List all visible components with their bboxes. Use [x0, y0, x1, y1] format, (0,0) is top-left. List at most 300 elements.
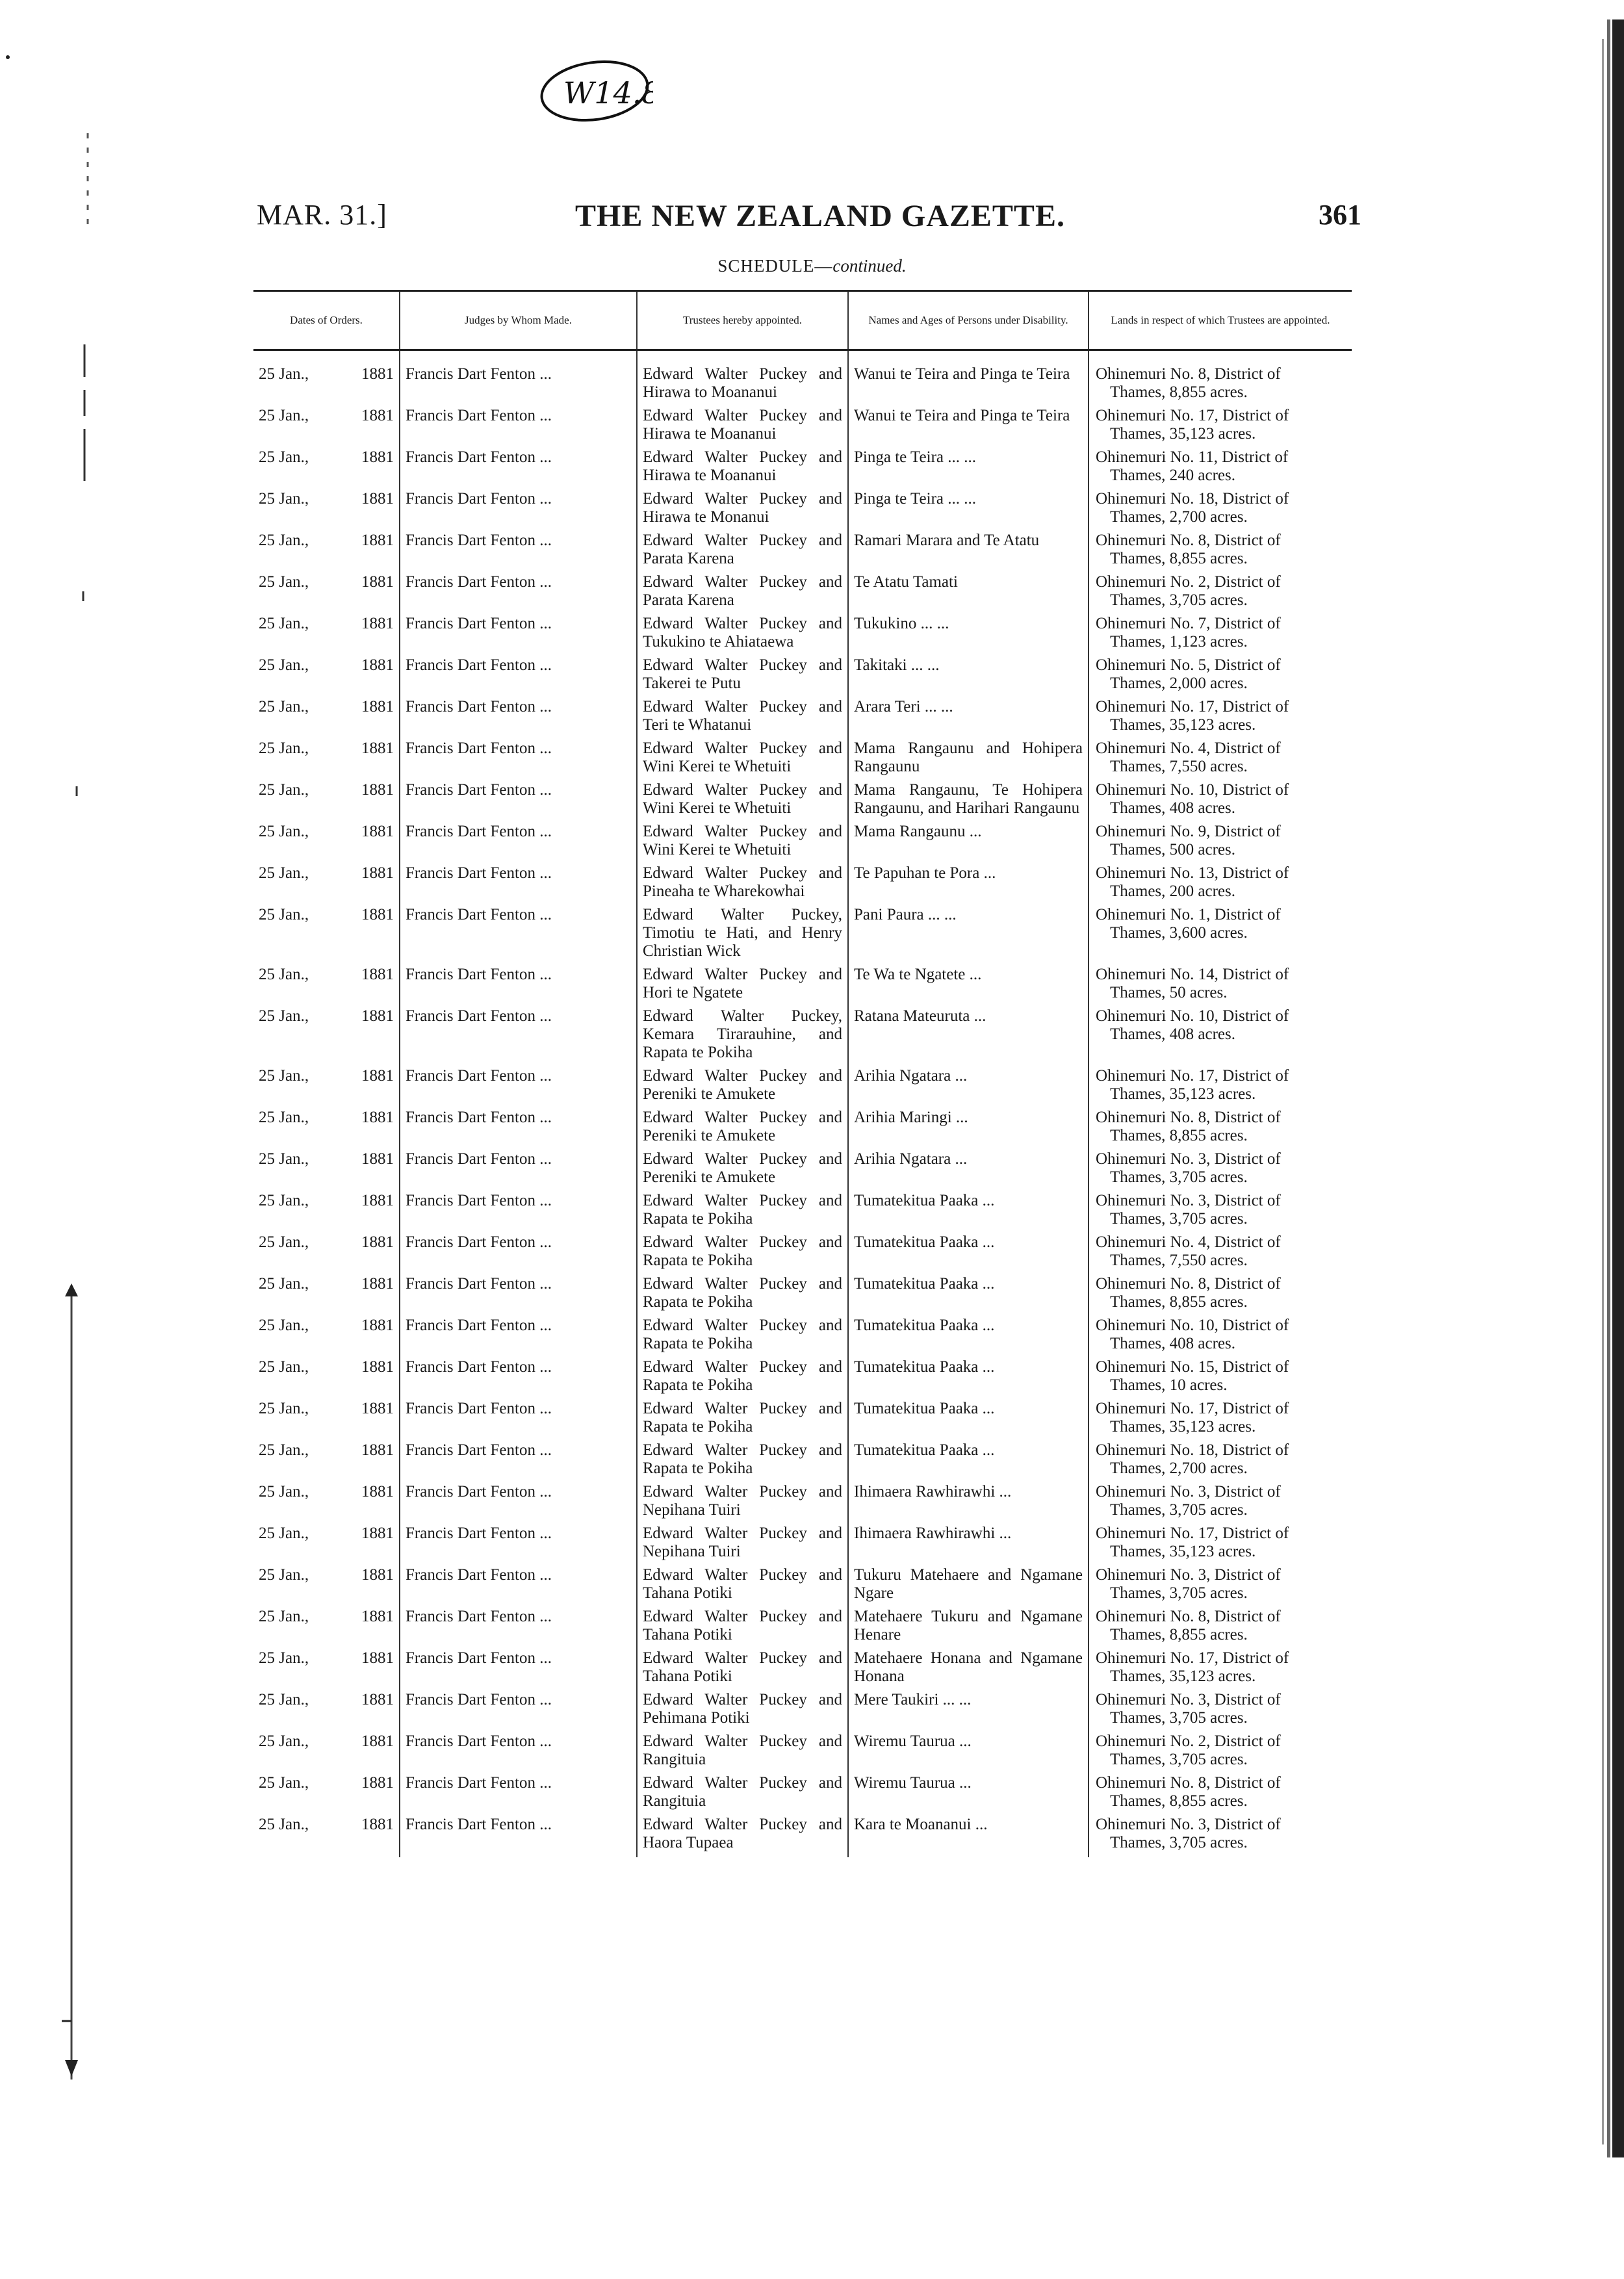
judge-name: Francis Dart Fenton ... — [400, 1109, 637, 1150]
land-block: Ohinemuri No. 10, District of — [1096, 781, 1289, 799]
land-block: Ohinemuri No. 3, District of — [1096, 1192, 1281, 1209]
col-trustees: Trustees hereby appointed. — [637, 291, 848, 350]
order-date — [253, 1732, 400, 1774]
order-year: 1881 — [361, 573, 394, 591]
order-date — [253, 864, 400, 906]
order-date — [253, 906, 400, 966]
land-area: Thames, 7,550 acres. — [1110, 758, 1248, 775]
order-year: 1881 — [361, 740, 394, 757]
order-date — [253, 1566, 400, 1608]
col-dates: Dates of Orders. — [253, 291, 400, 350]
persons-under-disability: Matehaere Tukuru and Ngamane Henare — [848, 1608, 1089, 1649]
table-row — [253, 350, 1352, 407]
order-date — [253, 698, 400, 740]
land-block: Ohinemuri No. 15, District of — [1096, 1358, 1289, 1376]
table-row — [253, 1816, 1352, 1857]
land-area: Thames, 35,123 acres. — [1110, 1667, 1256, 1685]
land-area: Thames, 3,705 acres. — [1110, 1834, 1248, 1851]
table-row — [253, 656, 1352, 698]
order-year: 1881 — [361, 823, 394, 840]
order-date — [253, 1483, 400, 1525]
persons-under-disability: Tumatekitua Paaka ... — [848, 1275, 1089, 1317]
order-date — [253, 823, 400, 864]
judge-name: Francis Dart Fenton ... — [400, 698, 637, 740]
trustees-appointed: Edward Walter Puckey and Rapata te Pokiha — [637, 1358, 848, 1400]
land-block: Ohinemuri No. 9, District of — [1096, 823, 1281, 840]
land-block: Ohinemuri No. 2, District of — [1096, 1732, 1281, 1750]
table-row — [253, 864, 1352, 906]
table-row — [253, 1067, 1352, 1109]
table-row — [253, 1525, 1352, 1566]
order-year: 1881 — [361, 1109, 394, 1126]
order-day-month: 25 Jan., — [259, 966, 309, 983]
table-row — [253, 1649, 1352, 1691]
trustees-appointed: Edward Walter Puckey and Parata Karena — [637, 573, 848, 615]
table-row — [253, 740, 1352, 781]
table-row — [253, 698, 1352, 740]
judge-name: Francis Dart Fenton ... — [400, 1150, 637, 1192]
trustees-appointed: Edward Walter Puckey and Nepihana Tuiri — [637, 1525, 848, 1566]
persons-under-disability: Pinga te Teira ... ... — [848, 490, 1089, 532]
order-year: 1881 — [361, 656, 394, 674]
table-row — [253, 532, 1352, 573]
land-area: Thames, 8,855 acres. — [1110, 550, 1248, 567]
order-year: 1881 — [361, 1275, 394, 1293]
judge-name: Francis Dart Fenton ... — [400, 1358, 637, 1400]
order-year: 1881 — [361, 532, 394, 549]
persons-under-disability: Mama Rangaunu and Hohipera Rangaunu — [848, 740, 1089, 781]
judge-name: Francis Dart Fenton ... — [400, 532, 637, 573]
persons-under-disability: Tumatekitua Paaka ... — [848, 1441, 1089, 1483]
land-description — [1089, 1649, 1352, 1691]
trustees-appointed: Edward Walter Puckey and Pereniki te Amukete — [637, 1067, 848, 1109]
table-row — [253, 1566, 1352, 1608]
land-area: Thames, 35,123 acres. — [1110, 716, 1256, 734]
table-row — [253, 407, 1352, 448]
trustees-appointed: Edward Walter Puckey and Hirawa to Moananui — [637, 350, 848, 407]
order-day-month: 25 Jan., — [259, 532, 309, 549]
land-description — [1089, 698, 1352, 740]
land-description — [1089, 1691, 1352, 1732]
judge-name: Francis Dart Fenton ... — [400, 573, 637, 615]
order-date — [253, 490, 400, 532]
land-description — [1089, 1732, 1352, 1774]
land-block: Ohinemuri No. 4, District of — [1096, 1233, 1281, 1251]
judge-name: Francis Dart Fenton ... — [400, 966, 637, 1007]
land-area: Thames, 2,700 acres. — [1110, 508, 1248, 526]
order-date — [253, 573, 400, 615]
table-row — [253, 615, 1352, 656]
order-year: 1881 — [361, 1150, 394, 1168]
persons-under-disability: Mama Rangaunu, Te Hohipera Rangaunu, and Harihari Rangaunu — [848, 781, 1089, 823]
land-block: Ohinemuri No. 10, District of — [1096, 1317, 1289, 1334]
persons-under-disability: Tukukino ... ... — [848, 615, 1089, 656]
persons-under-disability: Tumatekitua Paaka ... — [848, 1233, 1089, 1275]
land-description — [1089, 864, 1352, 906]
land-area: Thames, 408 acres. — [1110, 1335, 1235, 1352]
land-description — [1089, 1525, 1352, 1566]
trustees-appointed: Edward Walter Puckey and Rapata te Pokiha — [637, 1275, 848, 1317]
land-area: Thames, 35,123 acres. — [1110, 1418, 1256, 1436]
schedule-label: SCHEDULE— — [717, 256, 833, 276]
table-row — [253, 1691, 1352, 1732]
order-day-month: 25 Jan., — [259, 573, 309, 591]
judge-name: Francis Dart Fenton ... — [400, 740, 637, 781]
order-year: 1881 — [361, 864, 394, 882]
land-block: Ohinemuri No. 17, District of — [1096, 1525, 1289, 1542]
land-description — [1089, 1358, 1352, 1400]
schedule-table — [253, 290, 1352, 1857]
persons-under-disability: Tumatekitua Paaka ... — [848, 1192, 1089, 1233]
land-block: Ohinemuri No. 14, District of — [1096, 966, 1289, 983]
trustees-appointed: Edward Walter Puckey and Teri te Whatanui — [637, 698, 848, 740]
land-block: Ohinemuri No. 8, District of — [1096, 365, 1281, 383]
persons-under-disability: Ramari Marara and Te Atatu — [848, 532, 1089, 573]
order-date — [253, 1608, 400, 1649]
judge-name: Francis Dart Fenton ... — [400, 1732, 637, 1774]
land-description — [1089, 1007, 1352, 1067]
persons-under-disability: Wanui te Teira and Pinga te Teira — [848, 350, 1089, 407]
order-year: 1881 — [361, 698, 394, 715]
order-day-month: 25 Jan., — [259, 1483, 309, 1500]
order-year: 1881 — [361, 1566, 394, 1584]
land-description — [1089, 823, 1352, 864]
land-area: Thames, 7,550 acres. — [1110, 1252, 1248, 1269]
order-year: 1881 — [361, 1483, 394, 1500]
table-row — [253, 1441, 1352, 1483]
schedule-heading — [0, 256, 1624, 276]
order-date — [253, 448, 400, 490]
order-date — [253, 1067, 400, 1109]
land-block: Ohinemuri No. 8, District of — [1096, 1109, 1281, 1126]
persons-under-disability: Te Atatu Tamati — [848, 573, 1089, 615]
land-block: Ohinemuri No. 4, District of — [1096, 740, 1281, 757]
land-description — [1089, 740, 1352, 781]
land-area: Thames, 8,855 acres. — [1110, 1792, 1248, 1810]
order-day-month: 25 Jan., — [259, 1608, 309, 1625]
order-date — [253, 740, 400, 781]
land-block: Ohinemuri No. 3, District of — [1096, 1483, 1281, 1500]
order-date — [253, 350, 400, 407]
table-row — [253, 1109, 1352, 1150]
order-date — [253, 1649, 400, 1691]
trustees-appointed: Edward Walter Puckey and Wini Kerei te Whetuiti — [637, 740, 848, 781]
order-day-month: 25 Jan., — [259, 781, 309, 799]
land-description — [1089, 1233, 1352, 1275]
trustees-appointed: Edward Walter Puckey and Hirawa te Monanui — [637, 490, 848, 532]
order-year: 1881 — [361, 1233, 394, 1251]
trustees-appointed: Edward Walter Puckey and Hirawa te Moananui — [637, 407, 848, 448]
judge-name: Francis Dart Fenton ... — [400, 1774, 637, 1816]
table-body — [253, 350, 1352, 1858]
persons-under-disability: Pinga te Teira ... ... — [848, 448, 1089, 490]
order-date — [253, 966, 400, 1007]
order-year: 1881 — [361, 1400, 394, 1417]
judge-name: Francis Dart Fenton ... — [400, 1275, 637, 1317]
judge-name: Francis Dart Fenton ... — [400, 1525, 637, 1566]
archive-stamp — [536, 55, 653, 127]
land-block: Ohinemuri No. 3, District of — [1096, 1566, 1281, 1584]
table-row — [253, 1317, 1352, 1358]
order-date — [253, 1150, 400, 1192]
trustees-appointed: Edward Walter Puckey and Rapata te Pokiha — [637, 1441, 848, 1483]
order-date — [253, 656, 400, 698]
judge-name: Francis Dart Fenton ... — [400, 1608, 637, 1649]
persons-under-disability: Arihia Ngatara ... — [848, 1150, 1089, 1192]
persons-under-disability: Matehaere Honana and Ngamane Honana — [848, 1649, 1089, 1691]
order-year: 1881 — [361, 1441, 394, 1459]
land-area: Thames, 2,700 acres. — [1110, 1460, 1248, 1477]
table-row — [253, 573, 1352, 615]
order-day-month: 25 Jan., — [259, 698, 309, 715]
persons-under-disability: Pani Paura ... ... — [848, 906, 1089, 966]
order-year: 1881 — [361, 1732, 394, 1750]
land-area: Thames, 1,123 acres. — [1110, 633, 1248, 650]
order-date — [253, 1109, 400, 1150]
publication-title: THE NEW ZEALAND GAZETTE. — [575, 199, 1065, 233]
order-day-month: 25 Jan., — [259, 823, 309, 840]
table-row — [253, 781, 1352, 823]
order-year: 1881 — [361, 490, 394, 508]
order-day-month: 25 Jan., — [259, 448, 309, 466]
trustees-appointed: Edward Walter Puckey and Rapata te Pokiha — [637, 1317, 848, 1358]
issue-date: MAR. 31.] — [257, 199, 387, 231]
land-block: Ohinemuri No. 17, District of — [1096, 1649, 1289, 1667]
land-description — [1089, 1400, 1352, 1441]
judge-name: Francis Dart Fenton ... — [400, 1566, 637, 1608]
table-header — [253, 291, 1352, 350]
order-year: 1881 — [361, 448, 394, 466]
trustees-appointed: Edward Walter Puckey and Rapata te Pokiha — [637, 1192, 848, 1233]
margin-marks — [0, 0, 91, 2279]
land-area: Thames, 200 acres. — [1110, 882, 1235, 900]
land-area: Thames, 3,705 acres. — [1110, 1584, 1248, 1602]
page-header — [257, 198, 1361, 244]
land-description — [1089, 1109, 1352, 1150]
table-row — [253, 1275, 1352, 1317]
stamp-text: W14.8 — [563, 75, 653, 110]
table-row — [253, 1400, 1352, 1441]
judge-name: Francis Dart Fenton ... — [400, 1192, 637, 1233]
persons-under-disability: Wiremu Taurua ... — [848, 1774, 1089, 1816]
trustees-appointed: Edward Walter Puckey and Tahana Potiki — [637, 1608, 848, 1649]
trustees-appointed: Edward Walter Puckey, Timotiu te Hati, and Henry Christian Wick — [637, 906, 848, 966]
order-day-month: 25 Jan., — [259, 1233, 309, 1251]
trustees-appointed: Edward Walter Puckey and Nepihana Tuiri — [637, 1483, 848, 1525]
land-description — [1089, 1441, 1352, 1483]
trustees-appointed: Edward Walter Puckey and Tukukino te Ahiataewa — [637, 615, 848, 656]
binding-edge — [1559, 0, 1624, 2279]
trustees-appointed: Edward Walter Puckey and Pereniki te Amukete — [637, 1109, 848, 1150]
trustees-appointed: Edward Walter Puckey and Tahana Potiki — [637, 1649, 848, 1691]
trustees-appointed: Edward Walter Puckey and Pereniki te Amukete — [637, 1150, 848, 1192]
table-row — [253, 1774, 1352, 1816]
table-row — [253, 1233, 1352, 1275]
land-description — [1089, 350, 1352, 407]
trustees-appointed: Edward Walter Puckey and Rapata te Pokiha — [637, 1233, 848, 1275]
order-date — [253, 615, 400, 656]
land-description — [1089, 448, 1352, 490]
judge-name: Francis Dart Fenton ... — [400, 656, 637, 698]
land-block: Ohinemuri No. 7, District of — [1096, 615, 1281, 632]
table-row — [253, 1483, 1352, 1525]
order-day-month: 25 Jan., — [259, 1275, 309, 1293]
order-day-month: 25 Jan., — [259, 1109, 309, 1126]
order-year: 1881 — [361, 1007, 394, 1025]
land-area: Thames, 50 acres. — [1110, 984, 1228, 1001]
persons-under-disability: Arihia Ngatara ... — [848, 1067, 1089, 1109]
land-description — [1089, 1608, 1352, 1649]
table-row — [253, 1192, 1352, 1233]
land-description — [1089, 1067, 1352, 1109]
order-day-month: 25 Jan., — [259, 1816, 309, 1833]
land-area: Thames, 35,123 acres. — [1110, 1543, 1256, 1560]
persons-under-disability: Te Papuhan te Pora ... — [848, 864, 1089, 906]
land-description — [1089, 1275, 1352, 1317]
table-row — [253, 1007, 1352, 1067]
land-description — [1089, 573, 1352, 615]
land-description — [1089, 1317, 1352, 1358]
land-description — [1089, 656, 1352, 698]
land-block: Ohinemuri No. 3, District of — [1096, 1691, 1281, 1708]
land-block: Ohinemuri No. 8, District of — [1096, 532, 1281, 549]
judge-name: Francis Dart Fenton ... — [400, 1483, 637, 1525]
land-description — [1089, 966, 1352, 1007]
table-row — [253, 1150, 1352, 1192]
persons-under-disability: Wanui te Teira and Pinga te Teira — [848, 407, 1089, 448]
land-description — [1089, 490, 1352, 532]
land-description — [1089, 615, 1352, 656]
trustees-appointed: Edward Walter Puckey and Tahana Potiki — [637, 1566, 848, 1608]
judge-name: Francis Dart Fenton ... — [400, 1649, 637, 1691]
order-day-month: 25 Jan., — [259, 1317, 309, 1334]
order-date — [253, 1400, 400, 1441]
table-row — [253, 823, 1352, 864]
land-description — [1089, 1192, 1352, 1233]
land-block: Ohinemuri No. 17, District of — [1096, 698, 1289, 715]
order-year: 1881 — [361, 1525, 394, 1542]
table-row — [253, 906, 1352, 966]
persons-under-disability: Mere Taukiri ... ... — [848, 1691, 1089, 1732]
judge-name: Francis Dart Fenton ... — [400, 407, 637, 448]
col-lands: Lands in respect of which Trustees are appointed. — [1089, 291, 1352, 350]
land-area: Thames, 3,705 acres. — [1110, 1709, 1248, 1727]
land-description — [1089, 906, 1352, 966]
col-persons: Names and Ages of Persons under Disability. — [848, 291, 1089, 350]
persons-under-disability: Ratana Mateuruta ... — [848, 1007, 1089, 1067]
order-date — [253, 1691, 400, 1732]
trustees-appointed: Edward Walter Puckey, Kemara Tirarauhine, and Rapata te Pokiha — [637, 1007, 848, 1067]
order-year: 1881 — [361, 906, 394, 923]
order-day-month: 25 Jan., — [259, 1358, 309, 1376]
trustees-appointed: Edward Walter Puckey and Wini Kerei te Whetuiti — [637, 823, 848, 864]
persons-under-disability: Tumatekitua Paaka ... — [848, 1317, 1089, 1358]
persons-under-disability: Arihia Maringi ... — [848, 1109, 1089, 1150]
land-block: Ohinemuri No. 8, District of — [1096, 1275, 1281, 1293]
persons-under-disability: Ihimaera Rawhirawhi ... — [848, 1525, 1089, 1566]
land-area: Thames, 3,705 acres. — [1110, 1501, 1248, 1519]
order-day-month: 25 Jan., — [259, 656, 309, 674]
judge-name: Francis Dart Fenton ... — [400, 448, 637, 490]
land-area: Thames, 408 acres. — [1110, 1025, 1235, 1043]
order-date — [253, 407, 400, 448]
order-day-month: 25 Jan., — [259, 1732, 309, 1750]
order-day-month: 25 Jan., — [259, 1525, 309, 1542]
land-area: Thames, 2,000 acres. — [1110, 675, 1248, 692]
land-description — [1089, 1483, 1352, 1525]
order-day-month: 25 Jan., — [259, 906, 309, 923]
order-date — [253, 1441, 400, 1483]
order-day-month: 25 Jan., — [259, 1774, 309, 1792]
order-day-month: 25 Jan., — [259, 1067, 309, 1085]
land-area: Thames, 10 acres. — [1110, 1376, 1228, 1394]
order-year: 1881 — [361, 1816, 394, 1833]
order-date — [253, 1275, 400, 1317]
trustees-appointed: Edward Walter Puckey and Hirawa te Moananui — [637, 448, 848, 490]
persons-under-disability: Ihimaera Rawhirawhi ... — [848, 1483, 1089, 1525]
order-day-month: 25 Jan., — [259, 1007, 309, 1025]
land-block: Ohinemuri No. 11, District of — [1096, 448, 1289, 466]
land-description — [1089, 1816, 1352, 1857]
order-date — [253, 1233, 400, 1275]
trustees-appointed: Edward Walter Puckey and Haora Tupaea — [637, 1816, 848, 1857]
land-area: Thames, 8,855 acres. — [1110, 1626, 1248, 1643]
order-year: 1881 — [361, 1067, 394, 1085]
order-year: 1881 — [361, 1691, 394, 1708]
order-day-month: 25 Jan., — [259, 1691, 309, 1708]
table-row — [253, 966, 1352, 1007]
trustees-appointed: Edward Walter Puckey and Pineaha te Wharekowhai — [637, 864, 848, 906]
land-block: Ohinemuri No. 17, District of — [1096, 1067, 1289, 1085]
schedule-continued: continued. — [832, 256, 907, 276]
judge-name: Francis Dart Fenton ... — [400, 781, 637, 823]
persons-under-disability: Mama Rangaunu ... — [848, 823, 1089, 864]
persons-under-disability: Kara te Moananui ... — [848, 1816, 1089, 1857]
land-area: Thames, 3,705 acres. — [1110, 591, 1248, 609]
trustees-appointed: Edward Walter Puckey and Hori te Ngatete — [637, 966, 848, 1007]
order-day-month: 25 Jan., — [259, 1566, 309, 1584]
order-day-month: 25 Jan., — [259, 864, 309, 882]
judge-name: Francis Dart Fenton ... — [400, 1067, 637, 1109]
land-area: Thames, 240 acres. — [1110, 467, 1235, 484]
land-block: Ohinemuri No. 2, District of — [1096, 573, 1281, 591]
order-date — [253, 1774, 400, 1816]
judge-name: Francis Dart Fenton ... — [400, 1691, 637, 1732]
order-day-month: 25 Jan., — [259, 365, 309, 383]
persons-under-disability: Wiremu Taurua ... — [848, 1732, 1089, 1774]
land-block: Ohinemuri No. 17, District of — [1096, 1400, 1289, 1417]
order-year: 1881 — [361, 615, 394, 632]
order-date — [253, 1525, 400, 1566]
order-day-month: 25 Jan., — [259, 1441, 309, 1459]
persons-under-disability: Te Wa te Ngatete ... — [848, 966, 1089, 1007]
land-block: Ohinemuri No. 8, District of — [1096, 1608, 1281, 1625]
order-year: 1881 — [361, 365, 394, 383]
order-day-month: 25 Jan., — [259, 1649, 309, 1667]
table-row — [253, 448, 1352, 490]
table-row — [253, 490, 1352, 532]
land-block: Ohinemuri No. 8, District of — [1096, 1774, 1281, 1792]
judge-name: Francis Dart Fenton ... — [400, 823, 637, 864]
persons-under-disability: Takitaki ... ... — [848, 656, 1089, 698]
order-day-month: 25 Jan., — [259, 407, 309, 424]
order-year: 1881 — [361, 1649, 394, 1667]
order-date — [253, 781, 400, 823]
judge-name: Francis Dart Fenton ... — [400, 864, 637, 906]
order-year: 1881 — [361, 781, 394, 799]
order-day-month: 25 Jan., — [259, 615, 309, 632]
land-area: Thames, 3,600 acres. — [1110, 924, 1248, 942]
